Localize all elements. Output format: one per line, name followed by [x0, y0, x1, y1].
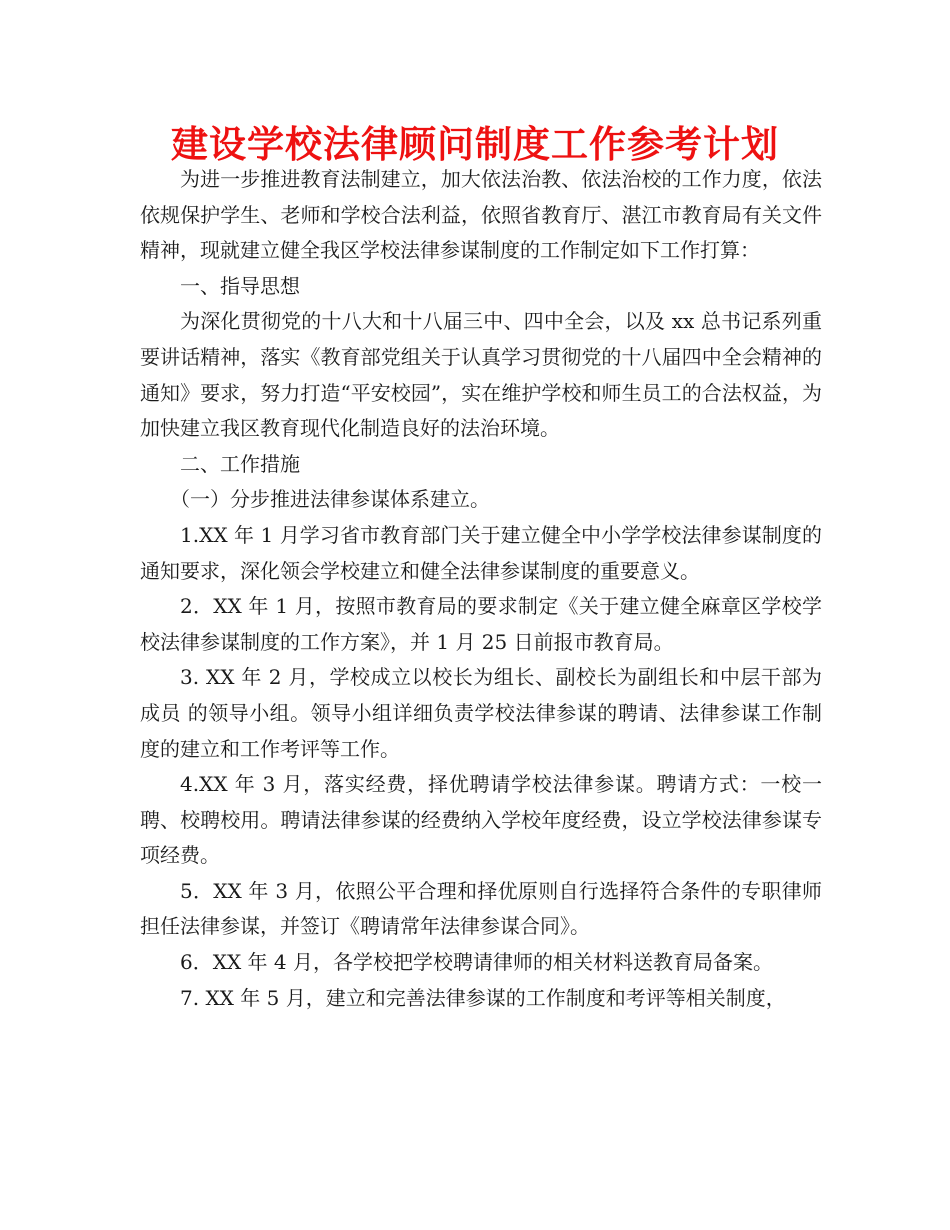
guiding-ideology-paragraph: 为深化贯彻党的十八大和十八届三中、四中全会，以及 xx 总书记系列重要讲话精神，落实《教育部党组关于认真学习贯彻党的十八届四中全会精神的通知》要求，努力打造“平安校园”，实在维护学校和师生员工的合法权益，为加快建立我区教育现代化制造良好的法治环境。	[140, 309, 822, 441]
measure-item-5: 5．XX 年 3 月，依照公平合理和择优原则自行选择符合条件的专职律师担任法律参谋，并签订《聘请常年法律参谋合同》。	[140, 878, 822, 939]
measure-item-3: 3. XX 年 2 月，学校成立以校长为组长、副校长为副组长和中层干部为成员 的领导小组。领导小组详细负责学校法律参谋的聘请、法律参谋工作制度的建立和工作考评等工作。	[140, 665, 822, 761]
document-title: 建设学校法律顾问制度工作参考计划	[171, 123, 779, 166]
measure-item-1: 1.XX 年 1 月学习省市教育部门关于建立健全中小学学校法律参谋制度的通知要求，深化领会学校建立和健全法律参谋制度的重要意义。	[140, 522, 822, 583]
section-heading-work-measures: 二、工作措施	[180, 451, 300, 476]
measure-item-4: 4.XX 年 3 月，落实经费，择优聘请学校法律参谋。聘请方式：一校一聘、校聘校用。聘请法律参谋的经费纳入学校年度经费，设立学校法律参谋专项经费。	[140, 772, 822, 868]
measure-item-2: 2．XX 年 1 月，按照市教育局的要求制定《关于建立健全麻章区学校学校法律参谋制度的工作方案》，并 1 月 25 日前报市教育局。	[140, 594, 822, 654]
document-body	[140, 162, 822, 1016]
measure-item-6: 6．XX 年 4 月，各学校把学校聘请律师的相关材料送教育局备案。	[180, 950, 773, 975]
section-heading-guiding-ideology: 一、指导思想	[180, 273, 300, 298]
subsection-heading-1: （一）分步推进法律参谋体系建立。	[170, 487, 490, 512]
measure-item-7: 7. XX 年 5 月，建立和完善法律参谋的工作制度和考评等相关制度，	[180, 985, 786, 1010]
intro-paragraph: 为进一步推进教育法制建立，加大依法治教、依法治校的工作力度，依法依规保护学生、老师和学校合法利益，依照省教育厅、湛江市教育局有关文件精神，现就建立健全我区学校法律参谋制度的工作制定如下工作打算：	[140, 167, 822, 263]
